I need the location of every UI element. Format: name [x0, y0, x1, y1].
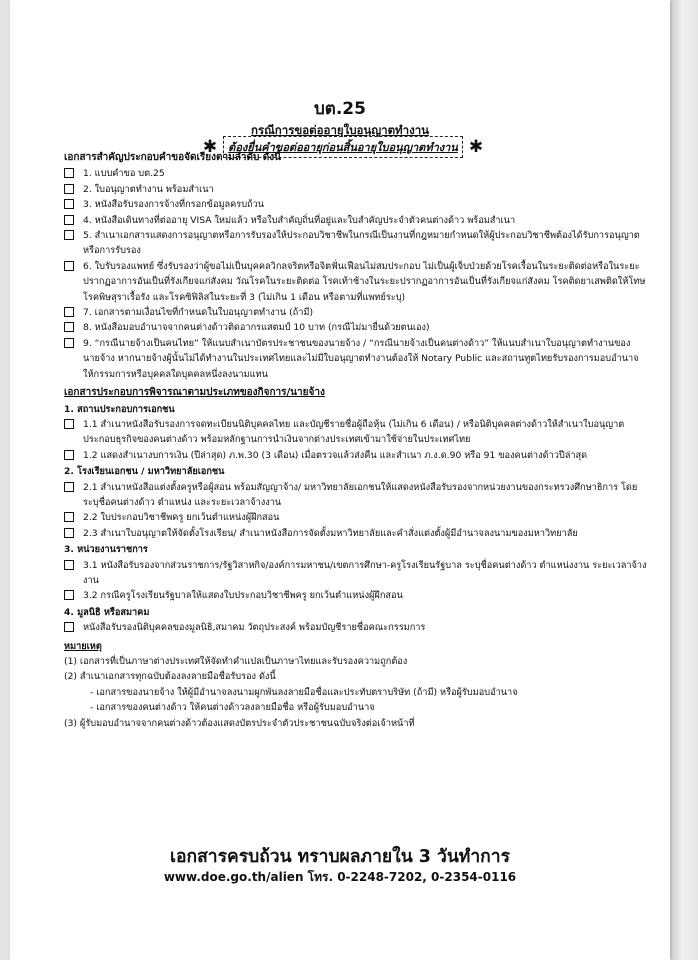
notes-heading: หมายเหตุ — [64, 640, 102, 652]
checklist-item: 2. ใบอนุญาตทำงาน พร้อมสำเนา — [64, 182, 648, 197]
checklist-item: 3.1 หนังสือรับรองจากส่วนราชการ/รัฐวิสาหกิจ/องค์การมหาชน/เขตการศึกษา-ครูโรงเรียนรัฐบาล ระบุชื่อคนต่างด้าว ตำแหน่งงาน ระยะเวลาจ้างงาน — [64, 558, 648, 589]
business-docs-heading: เอกสารประกอบการพิจารณาตามประเภทของกิจการ/นายจ้าง — [64, 387, 325, 399]
section-title-private: 1. สถานประกอบการเอกชน — [64, 403, 175, 415]
checklist-item: 3. หนังสือรับรองการจ้างที่กรอกข้อมูลครบถ้วน — [64, 197, 648, 212]
checklist-item: 9. “กรณีนายจ้างเป็นคนไทย” ให้แนบสำเนาบัตรประชาชนของนายจ้าง / “กรณีนายจ้างเป็นคนต่างด้าว” ให้แนบสำเนาใบอนุญาตทำงานของนายจ้าง หากนายจ้างผู้นั้นไม่ได้ทำงานในประเทศไทยและไม่มีใบอนุญาตทำงานต้องให้ Notary Public และสถานทูตไทยรับรองการมอบอำนาจให้กรรมการหรือบุคคลใดบุคคลหนึ่งลงนามแทน — [64, 336, 648, 382]
checkbox[interactable] — [64, 419, 74, 429]
subtitle-text: กรณีการขอต่ออายุใบอนุญาตทำงาน — [250, 123, 430, 137]
required-docs-heading: เอกสารสำคัญประกอบคำขอจัดเรียงตามลำดับ ดังนี้ — [64, 152, 282, 163]
asterisk-left-icon: ✱ — [202, 136, 218, 157]
checklist-item: 8. หนังสือมอบอำนาจจากคนต่างด้าวติดอากรแสตมป์ 10 บาท (กรณีไม่มายื่นด้วยตนเอง) — [64, 320, 648, 335]
checklist-item: 5. สำเนาเอกสารแสดงการอนุญาตหรือการรับรองให้ประกอบวิชาชีพในกรณีเป็นงานที่กฎหมายกำหนดให้ผู้ประกอบวิชาชีพต้องได้รับการอนุญาตหรือการรับรอง — [64, 228, 648, 259]
checklist-item: 1. แบบคำขอ บต.25 — [64, 166, 648, 181]
checklist-item: 4. หนังสือเดินทางที่ต่ออายุ VISA ใหม่แล้ว หรือใบสำคัญถิ่นที่อยู่และใบสำคัญประจำตัวคนต่างด้าว พร้อมสำเนา — [64, 213, 648, 228]
checklist-item: 1.2 แสดงสำเนางบการเงิน (ปีล่าสุด) ภ.พ.30 (3 เดือน) เมื่อตรวจแล้วส่งคืน และสำเนา ภ.ง.ด.90 หรือ 91 ของคนต่างด้าวปีล่าสุด — [64, 448, 648, 463]
section-title-government: 3. หน่วยงานราชการ — [64, 544, 148, 556]
asterisk-right-icon: ✱ — [468, 136, 484, 157]
checkbox[interactable] — [64, 450, 74, 460]
checklist-item: หนังสือรับรองนิติบุคคลของมูลนิธิ,สมาคม วัตถุประสงค์ พร้อมบัญชีรายชื่อคณะกรรมการ — [64, 620, 648, 635]
checkbox[interactable] — [64, 528, 74, 538]
checkbox[interactable] — [64, 215, 74, 225]
checkbox[interactable] — [64, 338, 74, 348]
note-subitem: - เอกสารของนายจ้าง ให้ผู้มีอำนาจลงนามผูกพันลงลายมือชื่อและประทับตราบริษัท (ถ้ามี) หรือผู้รับมอบอำนาจ — [90, 686, 518, 698]
banner-text: ต้องยื่นคำขอต่ออายุก่อนสิ้นอายุใบอนุญาตทำงาน — [223, 136, 463, 158]
footer-processing-time: เอกสารครบถ้วน ทราบผลภายใน 3 วันทำการ — [170, 847, 510, 867]
note-item: (2) สำเนาเอกสารทุกฉบับต้องลงลายมือชื่อรับรอง ดังนี้ — [64, 671, 276, 683]
checkbox[interactable] — [64, 199, 74, 209]
section-title-foundation: 4. มูลนิธิ หรือสมาคม — [64, 606, 150, 618]
checkbox[interactable] — [64, 261, 74, 271]
checkbox[interactable] — [64, 512, 74, 522]
checkbox[interactable] — [64, 560, 74, 570]
checklist-item: 6. ใบรับรองแพทย์ ซึ่งรับรองว่าผู้ขอไม่เป็นบุคคลวิกลจริตหรือจิตฟั่นเฟือนไม่สมประกอบ ไม่เป็นผู้เจ็บป่วยด้วยโรคเรื้อนในระยะติดต่อหรือในระยะปรากฏอาการอันเป็นที่รังเกียจแก่สังคม วัณโรคในระยะติดต่อ โรคเท้าช้างในระยะปรากฏอาการอันเป็นที่รังเกียจแก่สังคม โรคติดยาเสพติดให้โทษ โรคพิษสุราเรื้อรัง และโรคซิฟิลิสในระยะที่ 3 (ไม่เกิน 1 เดือน หรือตามที่แพทย์ระบุ) — [64, 259, 648, 305]
checklist-item: 2.1 สำเนาหนังสือแต่งตั้งครูหรือผู้สอน พร้อมสัญญาจ้าง/ มหาวิทยาลัยเอกชนให้แสดงหนังสือรับรองจากหน่วยงานของกระทรวงศึกษาธิการ โดยระบุชื่อคนต่างด้าว ตำแหน่ง และระยะเวลาจ้างงาน — [64, 480, 648, 511]
checkbox[interactable] — [64, 168, 74, 178]
document-page — [10, 0, 670, 960]
page-edge-shadow — [672, 0, 698, 960]
checkbox[interactable] — [64, 482, 74, 492]
section-title-school: 2. โรงเรียนเอกชน / มหาวิทยาลัยเอกชน — [64, 466, 225, 478]
checklist-item: 3.2 กรณีครูโรงเรียนรัฐบาลให้แสดงใบประกอบวิชาชีพครู ยกเว้นตำแหน่งผู้ฝึกสอน — [64, 588, 648, 603]
checkbox[interactable] — [64, 590, 74, 600]
checkbox[interactable] — [64, 322, 74, 332]
checklist-item: 2.2 ใบประกอบวิชาชีพครู ยกเว้นตำแหน่งผู้ฝึกสอน — [64, 510, 648, 525]
note-item: (3) ผู้รับมอบอำนาจจากคนต่างด้าวต้องแสดงบัตรประจำตัวประชาชนฉบับจริงต่อเจ้าหน้าที่ — [64, 717, 415, 729]
footer-contact: www.doe.go.th/alien โทร. 0-2248-7202, 0-2354-0116 — [163, 870, 517, 884]
note-item: (1) เอกสารที่เป็นภาษาต่างประเทศให้จัดทำคำแปลเป็นภาษาไทยและรับรองความถูกต้อง — [64, 656, 408, 667]
form-code: บต.25 — [314, 99, 366, 119]
checkbox[interactable] — [64, 307, 74, 317]
checklist-item: 7. เอกสารตามเงื่อนไขที่กำหนดในใบอนุญาตทำงาน (ถ้ามี) — [64, 305, 648, 320]
checkbox[interactable] — [64, 184, 74, 194]
document-body — [64, 150, 648, 731]
checkbox[interactable] — [64, 230, 74, 240]
checkbox[interactable] — [64, 622, 74, 632]
checklist-item: 2.3 สำเนาใบอนุญาตให้จัดตั้งโรงเรียน/ สำเนาหนังสือการจัดตั้งมหาวิทยาลัยและคำสั่งแต่งตั้งผู้มีอำนาจลงนามของมหาวิทยาลัย — [64, 526, 648, 541]
note-subitem: - เอกสารของคนต่างด้าว ให้คนต่างด้าวลงลายมือชื่อ หรือผู้รับมอบอำนาจ — [90, 702, 375, 714]
checklist-item: 1.1 สำเนาหนังสือรับรองการจดทะเบียนนิติบุคคลไทย และบัญชีรายชื่อผู้ถือหุ้น (ไม่เกิน 6 เดือน) / หรือนิติบุคคลต่างด้าวให้สำเนาใบอนุญาตประกอบธุรกิจของคนต่างด้าว พร้อมหลักฐานการนำเงินจากต่างประเทศเข้ามาใช้จ่ายในประเทศไทย — [64, 417, 648, 448]
